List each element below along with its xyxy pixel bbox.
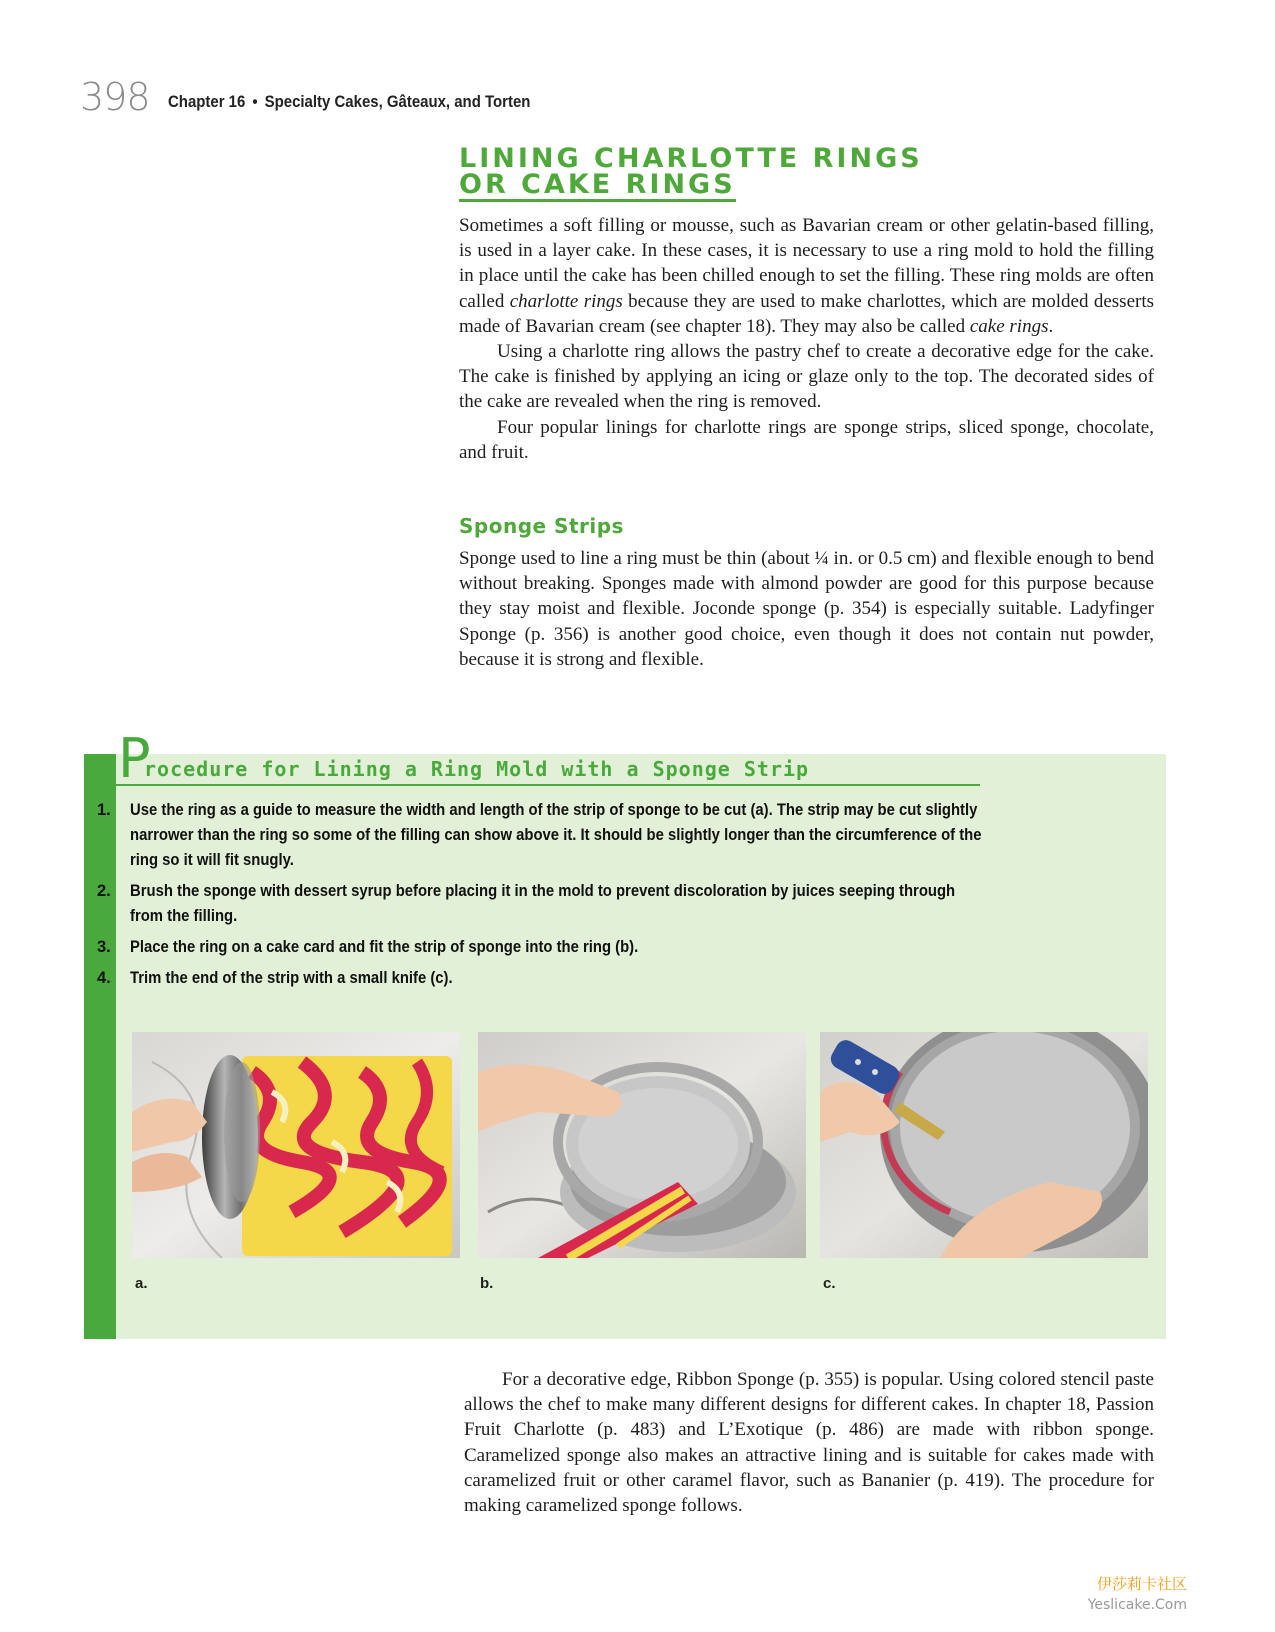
fraction: ¼ [814,548,829,569]
term-charlotte-rings: charlotte rings [509,290,623,312]
section-heading-line1: LINING CHARLOTTE RINGS [459,143,923,174]
text-run: . [1048,315,1054,337]
step-text: Brush the sponge with dessert syrup before placing it in the mold to prevent discoloration by juices seeping through from the filling. [130,882,956,925]
step-number: 3. [97,938,111,956]
page-number: 398 [80,75,150,119]
chapter-title: Specialty Cakes, Gâteaux, and Torten [264,92,530,111]
watermark-cn: 伊莎莉卡社区 [1096,1575,1187,1593]
procedure-title [100,727,980,790]
step-text: Trim the end of the strip with a small knife (c). [130,969,453,987]
step-number: 4. [97,969,111,987]
procedure-steps [97,798,987,997]
procedure-step [97,966,987,991]
closing-paragraph: For a decorative edge, Ribbon Sponge (p. 355) is popular. Using colored stencil paste allows the chef to make many different designs for different cakes. In chapter 18, Passion Fruit Charlotte (p. 483) and L’Exotique (p. 486) are made with ribbon sponge. Caramelized sponge also makes an attractive lining and is suitable for cakes made with caramelized fruit or other caramel flavor, such as Bananier (p. 419). The procedure for making caramelized sponge follows. [464,1369,1154,1517]
intro-paragraph-2: Using a charlotte ring allows the pastry chef to create a decorative edge for the cake. The cake is finished by applying an icing or glaze only to the top. The decorated sides of the cake are revealed when the ring is removed. [459,341,1154,413]
photo-label-a: a. [135,1275,148,1292]
procedure-step [97,879,987,929]
photo-label-c: c. [823,1275,836,1292]
text-run: because they are used to make charlottes, which are molded desserts made of Bavarian cream (see chapter 18). They may also be called [459,290,1155,337]
intro-text [459,213,1154,465]
sponge-strips-text [459,546,1154,672]
sponge-strips-paragraph [459,546,1154,672]
step-text: Place the ring on a cake card and fit the strip of sponge into the ring (b). [130,938,639,956]
intro-paragraph-1 [459,213,1154,339]
procedure-title-initial: P [118,727,151,790]
procedure-title-text: rocedure for Lining a Ring Mold with a Sponge Strip [144,757,810,781]
intro-paragraph-3: Four popular linings for charlotte rings are sponge strips, sliced sponge, chocolate, and fruit. [459,416,1154,463]
step-number: 1. [97,801,111,819]
procedure-step [97,798,987,873]
photo-label-b: b. [480,1275,494,1292]
subheading-sponge-strips: Sponge Strips [459,514,624,538]
procedure-step [97,935,987,960]
photo-b-fitting-strip [478,1032,806,1258]
step-text: Use the ring as a guide to measure the width and length of the strip of sponge to be cut (a). The strip may be cut slightly narrower than the ring so some of the filling can show above it. It should be slightly longer than the circumference of the ring so it will fit snugly. [130,801,982,869]
section-heading [459,143,1154,202]
chapter-label: Chapter 16 [167,92,245,111]
running-head-title [168,92,530,112]
text-run: Sometimes a soft filling or mousse, such as Bavarian cream or other gelatin-based filling, is used in a layer cake. In these cases, it is necessary to use a ring mold to hold the filling in place until the cake has been chilled enough to set the filling. These ring molds are often called [459,215,1154,312]
watermark [1088,1573,1187,1613]
watermark-en: Yeslicake.Com [1087,1597,1187,1613]
section-heading-line2: OR CAKE RINGS [459,169,736,200]
bullet: • [251,92,258,111]
text-run: in. or 0.5 cm) and flexible enough to bend without breaking. Sponges made with almond powder are good for this purpose because they stay moist and flexible. Joconde sponge (p. 354) is especially suitable. Ladyfinger Sponge (p. 356) is another good choice, even though it does not contain nut powder, because it is strong and flexible. [459,548,1154,670]
photo-a-measuring-sponge [132,1032,460,1258]
term-cake-rings: cake rings [969,315,1049,337]
closing-text [464,1367,1154,1518]
step-number: 2. [97,882,111,900]
running-header [80,72,579,119]
photo-c-trimming-strip [820,1032,1148,1258]
text-run: Sponge used to line a ring must be thin (about [459,548,815,569]
